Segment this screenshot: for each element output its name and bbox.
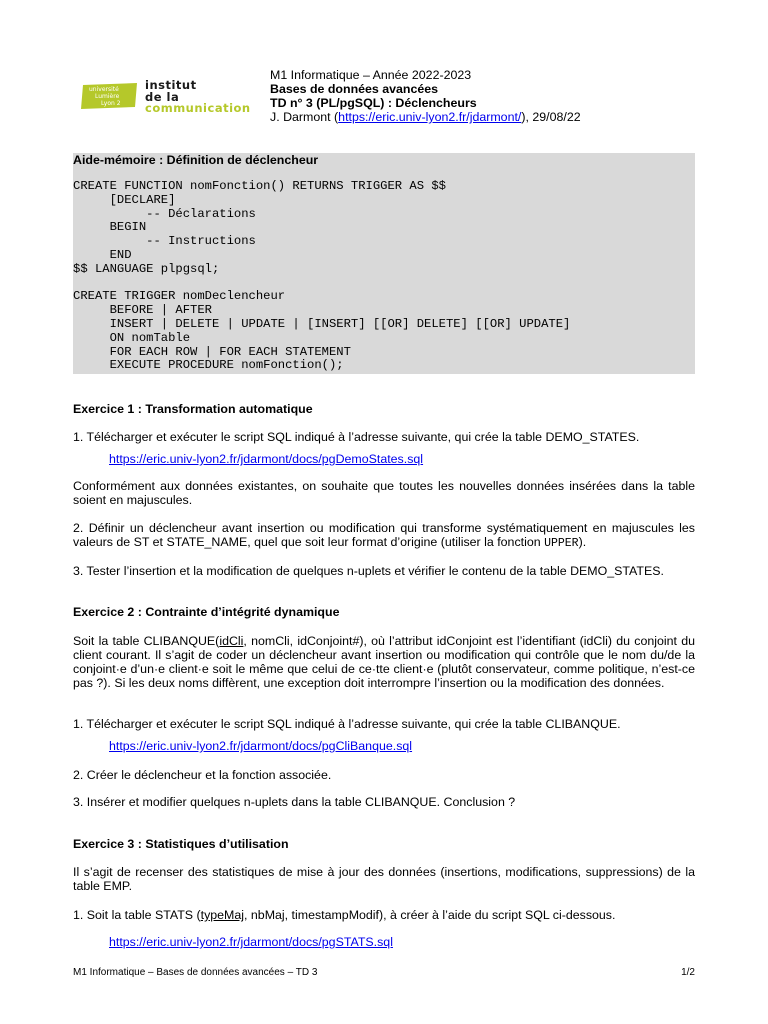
primary-key-typemaj: typeMaj [200,908,245,922]
exercise-1-title: Exercice 1 : Transformation automatique [73,402,313,416]
footer-course: M1 Informatique – Bases de données avancées – TD 3 [73,967,318,978]
exercise-2-question-3: 3. Insérer et modifier quelques n-uplets dans la table CLIBANQUE. Conclusion ? [73,795,516,809]
exercise-2-script-link[interactable]: https://eric.univ-lyon2.fr/jdarmont/docs/pgCliBanque.sql [109,739,413,753]
exercise-1-paragraph: Conformément aux données existantes, on souhaite que toutes les nouvelles données insérées dans la table soient en majuscules. [73,479,695,507]
course-info [270,68,581,124]
page-header [73,68,695,128]
author-line: J. Darmont (https://eric.univ-lyon2.fr/jdarmont/), 29/08/22 [270,110,581,124]
exercise-1-question-1: 1. Télécharger et exécuter le script SQL indiqué à l’adresse suivante, qui crée la table DEMO_STATES. [73,430,640,444]
exercise-2-paragraph: Soit la table CLIBANQUE(idCli, nomCli, idConjoint#), où l’attribut idConjoint est l’identifiant (idCli) du conjoint du client courant. Il s’agit de coder un déclencheur avant insertion ou modification qui contrôle que le nom du/de la conjoint·e d’un·e client·e soit le même que celui de ce·tte client·e (plutôt conservateur, comme politique, n’est-ce pas ?). Si les deux noms diffèrent, une exception doit interrompre l’insertion ou la modification des données. [73,634,695,690]
exercise-1-question-2: 2. Définir un déclencheur avant insertion ou modification qui transforme systématiquement en majuscules les valeurs de ST et STATE_NAME, quel que soit leur format d’origine (utiliser la fonction UPPER). [73,521,695,550]
author-link[interactable]: https://eric.univ-lyon2.fr/jdarmont/ [338,110,522,124]
td-title: TD n° 3 (PL/pgSQL) : Déclencheurs [270,96,477,110]
page-number: 1/2 [681,967,695,978]
svg-text:Lumière: Lumière [95,93,120,100]
exercise-1-script-link[interactable]: https://eric.univ-lyon2.fr/jdarmont/docs/pgDemoStates.sql [109,452,424,466]
memo-code: CREATE FUNCTION nomFonction() RETURNS TRIGGER AS $$ [DECLARE] -- Déclarations BEGIN -- Instructions END $$ LANGUAGE plpgsql; CREATE TRIGGER nomDeclencheur BEFORE | AFTER INSERT | DELETE | UPDATE | [INSERT] [[OR] DELETE] [[OR] UPDATE] ON nomTable FOR EACH ROW | FOR EACH STATEMENT EXECUTE PROCEDURE nomFonction(); [73,179,571,373]
memo-title: Aide-mémoire : Définition de déclencheur [73,153,319,167]
exercise-3-title: Exercice 3 : Statistiques d’utilisation [73,837,289,851]
exercise-2-question-2: 2. Créer le déclencheur et la fonction associée. [73,768,332,782]
logo-wordmark: institut de la communication [145,78,251,115]
course-year: M1 Informatique – Année 2022-2023 [270,68,472,82]
exercise-3-paragraph: Il s’agit de recenser des statistiques de mise à jour des données (insertions, modifications, suppressions) de la table EMP. [73,865,695,893]
exercise-2-question-1: 1. Télécharger et exécuter le script SQL indiqué à l’adresse suivante, qui crée la table CLIBANQUE. [73,717,621,731]
exercise-1-question-3: 3. Tester l’insertion et la modification de quelques n-uplets et vérifier le contenu de la table DEMO_STATES. [73,564,664,578]
exercise-3-question-1: 1. Soit la table STATS (typeMaj, nbMaj, timestampModif), à créer à l’aide du script SQL ci-dessous. [73,908,616,922]
svg-text:Lyon 2: Lyon 2 [101,100,121,107]
upper-function-code: UPPER [544,537,579,550]
exercise-2-title: Exercice 2 : Contrainte d’intégrité dynamique [73,605,340,619]
primary-key-idcli: idCli [219,634,244,648]
course-title: Bases de données avancées [270,82,439,96]
memo-box [73,153,695,374]
institut-communication-logo [81,80,261,114]
university-badge-icon [81,83,139,109]
svg-text:université: université [89,86,119,93]
exercise-3-script-link[interactable]: https://eric.univ-lyon2.fr/jdarmont/docs/pgSTATS.sql [109,935,393,949]
